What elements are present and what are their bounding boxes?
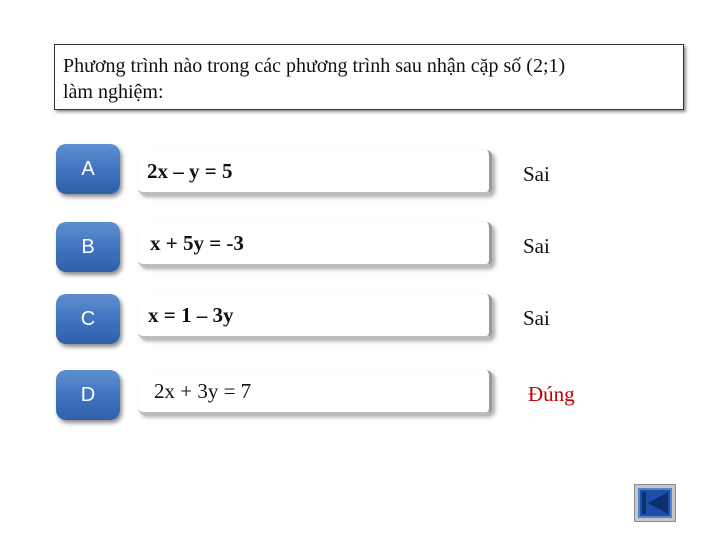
option-c-button[interactable]: C [56, 294, 120, 344]
question-text-line-1: Phương trình nào trong các phương trình sau nhận cặp số (2;1) [63, 55, 566, 77]
option-c-row [0, 292, 720, 372]
question-box [54, 44, 684, 110]
question-text-line-2: làm nghiệm: [63, 81, 164, 103]
option-a-answer[interactable]: 2x – y = 5 [138, 150, 492, 194]
option-d-row [0, 368, 720, 448]
option-b-answer[interactable]: x + 5y = -3 [138, 222, 492, 266]
option-b-verdict: Sai [523, 234, 550, 258]
option-d-button[interactable]: D [56, 370, 120, 420]
option-b-row [0, 218, 720, 298]
option-a-row [0, 144, 720, 224]
option-b-button[interactable]: B [56, 222, 120, 272]
option-a-button[interactable]: A [56, 144, 120, 194]
option-d-verdict: Đúng [528, 382, 575, 406]
option-c-verdict: Sai [523, 306, 550, 330]
option-c-answer[interactable]: x = 1 – 3y [138, 294, 492, 338]
option-a-verdict: Sai [523, 162, 550, 186]
back-to-start-icon [638, 488, 672, 518]
option-d-answer[interactable]: 2x + 3y = 7 [138, 370, 492, 414]
back-to-start-button[interactable] [634, 484, 676, 522]
